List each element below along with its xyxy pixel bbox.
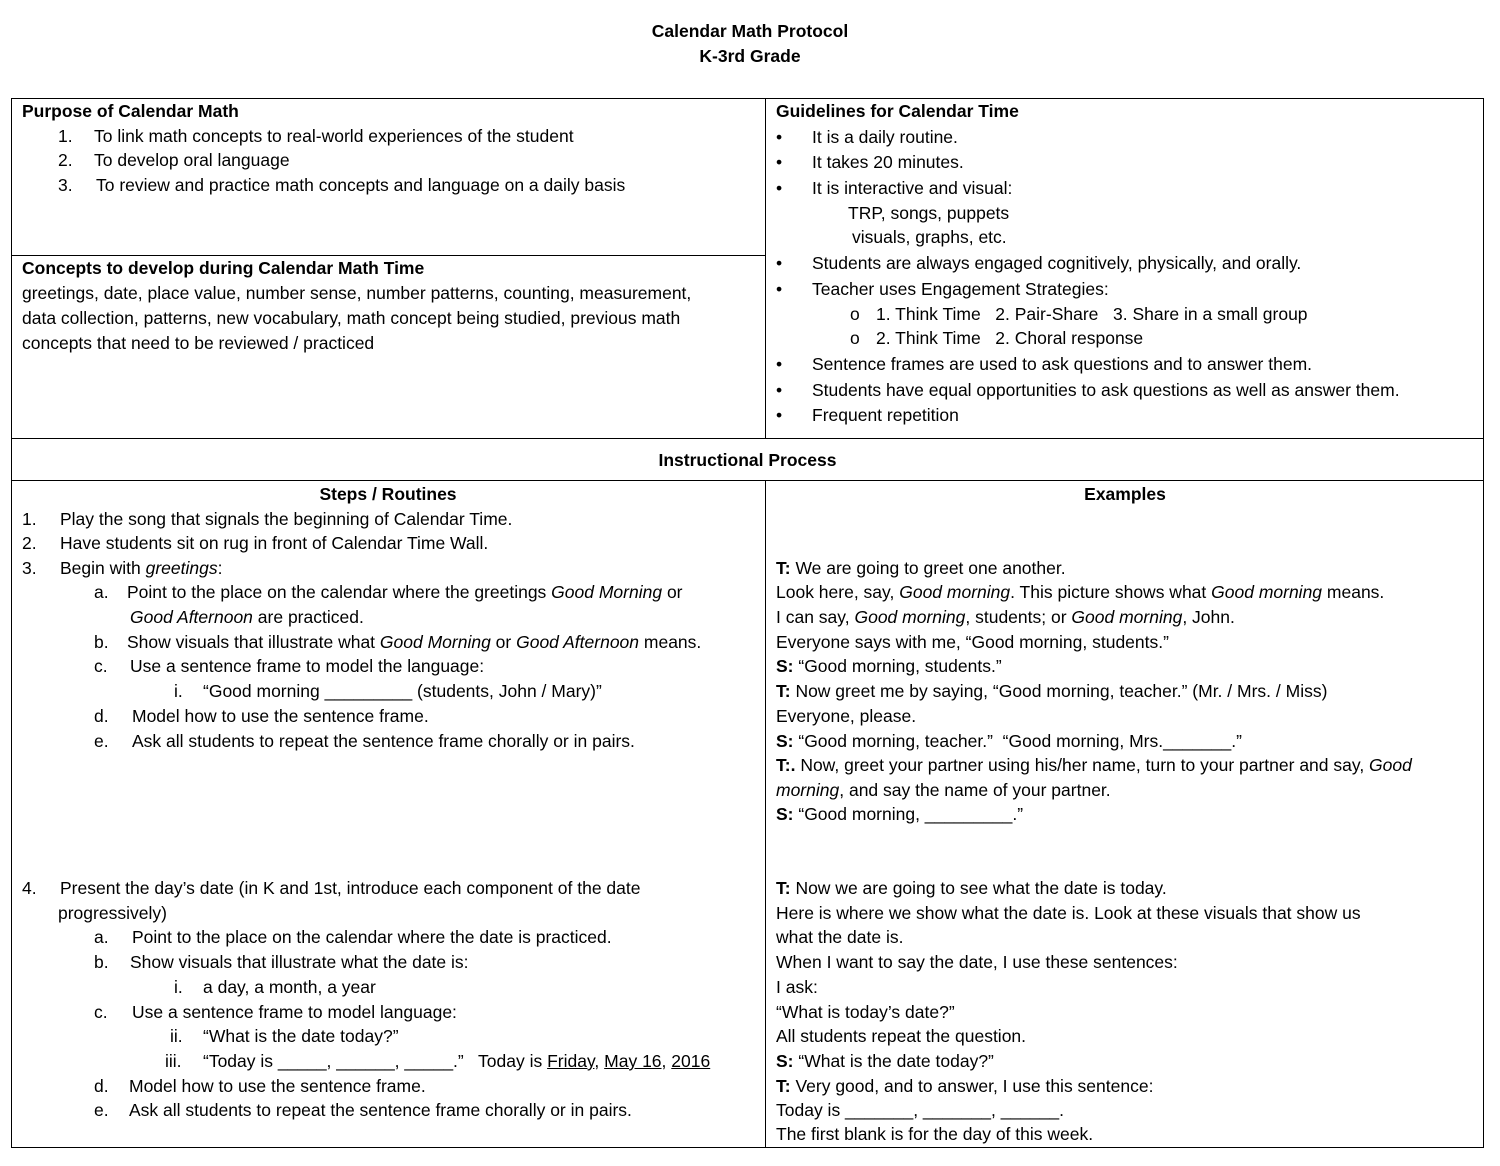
- example-line: “What is today’s date?”: [776, 1002, 955, 1022]
- example-line: T: Very good, and to answer, I use this sentence:: [776, 1076, 1154, 1096]
- example-line: Look here, say, Good morning. This picture shows what Good morning means.: [776, 582, 1385, 602]
- substep-letter: a.: [94, 927, 109, 947]
- substep-text: Show visuals that illustrate what Good Morning or Good Afternoon means.: [127, 632, 702, 652]
- guidelines-heading: Guidelines for Calendar Time: [776, 101, 1019, 121]
- instructional-header-top: [11, 438, 1484, 439]
- bullet-icon: •: [776, 354, 783, 374]
- example-line: Here is where we show what the date is. Look at these visuals that show us: [776, 903, 1361, 923]
- substep-letter: d.: [94, 1076, 109, 1096]
- substep-text: Point to the place on the calendar where the date is practiced.: [132, 927, 612, 947]
- substep-text: Use a sentence frame to model language:: [132, 1002, 457, 1022]
- substep-text: Show visuals that illustrate what the date is:: [130, 952, 469, 972]
- substep-text: Use a sentence frame to model the language:: [130, 656, 485, 676]
- step-number: 1.: [22, 509, 37, 529]
- subsubstep-numeral: i.: [174, 977, 183, 997]
- bullet-icon: •: [776, 127, 783, 147]
- example-line: All students repeat the question.: [776, 1026, 1027, 1046]
- substep-text: Model how to use the sentence frame.: [129, 1076, 426, 1096]
- guideline-item: Frequent repetition: [812, 405, 959, 425]
- example-line: The first blank is for the day of this week.: [776, 1124, 1094, 1144]
- substep-letter: e.: [94, 731, 109, 751]
- substep-letter: a.: [94, 582, 109, 602]
- bullet-icon: •: [776, 152, 783, 172]
- step-number: 4.: [22, 878, 37, 898]
- example-line: I ask:: [776, 977, 818, 997]
- circle-bullet-icon: o: [850, 328, 860, 348]
- substep-text: Point to the place on the calendar where the greetings Good Morning or: [127, 582, 683, 602]
- document-title: Calendar Math Protocol: [651, 21, 849, 41]
- examples-heading: Examples: [1084, 484, 1166, 504]
- example-line: T: We are going to greet one another.: [776, 558, 1066, 578]
- step-text: Begin with greetings:: [60, 558, 223, 578]
- instructional-header-bottom: [11, 480, 1484, 481]
- step-number: 2.: [22, 533, 37, 553]
- purpose-item-num: 2.: [58, 150, 73, 170]
- example-line: S: “What is the date today?”: [776, 1051, 994, 1071]
- bullet-icon: •: [776, 253, 783, 273]
- substep-text: Good Afternoon are practiced.: [130, 607, 364, 627]
- step-number: 3.: [22, 558, 37, 578]
- document-subtitle: K-3rd Grade: [699, 46, 801, 66]
- table-divider-bottom: [765, 480, 766, 1148]
- example-line: Everyone, please.: [776, 706, 917, 726]
- concepts-line: greetings, date, place value, number sense, number patterns, counting, measurement,: [22, 283, 692, 303]
- guideline-subitem: 2. Think Time 2. Choral response: [876, 328, 1144, 348]
- concepts-heading: Concepts to develop during Calendar Math Time: [22, 258, 425, 278]
- circle-bullet-icon: o: [850, 304, 860, 324]
- example-line: what the date is.: [776, 927, 904, 947]
- example-line: S: “Good morning, _________.”: [776, 804, 1024, 824]
- example-line: T:. Now, greet your partner using his/her name, turn to your partner and say, Good: [776, 755, 1412, 775]
- example-line: When I want to say the date, I use these sentences:: [776, 952, 1178, 972]
- bullet-icon: •: [776, 380, 783, 400]
- step-text: Present the day’s date (in K and 1st, introduce each component of the date: [60, 878, 641, 898]
- substep-letter: b.: [94, 632, 109, 652]
- guideline-item: It is interactive and visual:: [812, 178, 1013, 198]
- purpose-item: To develop oral language: [94, 150, 290, 170]
- guideline-subitem: visuals, graphs, etc.: [852, 227, 1007, 247]
- instructional-process-heading: Instructional Process: [658, 450, 837, 470]
- guideline-item: It takes 20 minutes.: [812, 152, 964, 172]
- purpose-item: To link math concepts to real-world experiences of the student: [94, 126, 574, 146]
- guideline-subitem: 1. Think Time 2. Pair-Share 3. Share in a small group: [876, 304, 1308, 324]
- substep-letter: d.: [94, 706, 109, 726]
- example-line: Today is _______, _______, ______.: [776, 1100, 1065, 1120]
- example-line: T: Now we are going to see what the date is today.: [776, 878, 1167, 898]
- bullet-icon: •: [776, 405, 783, 425]
- concepts-line: concepts that need to be reviewed / practiced: [22, 333, 375, 353]
- example-line: S: “Good morning, teacher.” “Good morning, Mrs._______.”: [776, 731, 1242, 751]
- subsubstep-numeral: iii.: [165, 1051, 182, 1071]
- guideline-item: Teacher uses Engagement Strategies:: [812, 279, 1109, 299]
- purpose-item: To review and practice math concepts and language on a daily basis: [96, 175, 626, 195]
- concepts-line: data collection, patterns, new vocabulary, math concept being studied, previous math: [22, 308, 681, 328]
- step-text: progressively): [58, 903, 167, 923]
- subsubstep-text: “What is the date today?”: [203, 1026, 399, 1046]
- example-line: T: Now greet me by saying, “Good morning, teacher.” (Mr. / Mrs. / Miss): [776, 681, 1328, 701]
- substep-letter: c.: [94, 656, 108, 676]
- table-divider-top: [765, 98, 766, 438]
- guideline-item: Students have equal opportunities to ask questions as well as answer them.: [812, 380, 1400, 400]
- substep-text: Model how to use the sentence frame.: [132, 706, 429, 726]
- substep-letter: c.: [94, 1002, 108, 1022]
- bullet-icon: •: [776, 279, 783, 299]
- purpose-heading: Purpose of Calendar Math: [22, 101, 239, 121]
- guideline-item: It is a daily routine.: [812, 127, 958, 147]
- example-line: Everyone says with me, “Good morning, students.”: [776, 632, 1169, 652]
- substep-letter: b.: [94, 952, 109, 972]
- subsubstep-text: “Today is _____, ______, _____.” Today is Friday, May 16, 2016: [203, 1051, 711, 1071]
- bullet-icon: •: [776, 178, 783, 198]
- purpose-item-num: 1.: [58, 126, 73, 146]
- substep-letter: e.: [94, 1100, 109, 1120]
- guideline-item: Sentence frames are used to ask questions and to answer them.: [812, 354, 1313, 374]
- example-line: I can say, Good morning, students; or Good morning, John.: [776, 607, 1235, 627]
- substep-text: Ask all students to repeat the sentence frame chorally or in pairs.: [132, 731, 635, 751]
- substep-text: Ask all students to repeat the sentence frame chorally or in pairs.: [129, 1100, 632, 1120]
- subsubstep-text: a day, a month, a year: [203, 977, 376, 997]
- example-line: S: “Good morning, students.”: [776, 656, 1002, 676]
- guideline-subitem: TRP, songs, puppets: [848, 203, 1010, 223]
- subsubstep-numeral: ii.: [170, 1026, 183, 1046]
- guideline-item: Students are always engaged cognitively, physically, and orally.: [812, 253, 1302, 273]
- purpose-item-num: 3.: [58, 175, 73, 195]
- step-text: Have students sit on rug in front of Calendar Time Wall.: [60, 533, 489, 553]
- steps-heading: Steps / Routines: [319, 484, 457, 504]
- example-line: morning, and say the name of your partner.: [776, 780, 1111, 800]
- subsubstep-numeral: i.: [174, 681, 183, 701]
- subsubstep-text: “Good morning _________ (students, John / Mary)”: [203, 681, 602, 701]
- step-text: Play the song that signals the beginning of Calendar Time.: [60, 509, 513, 529]
